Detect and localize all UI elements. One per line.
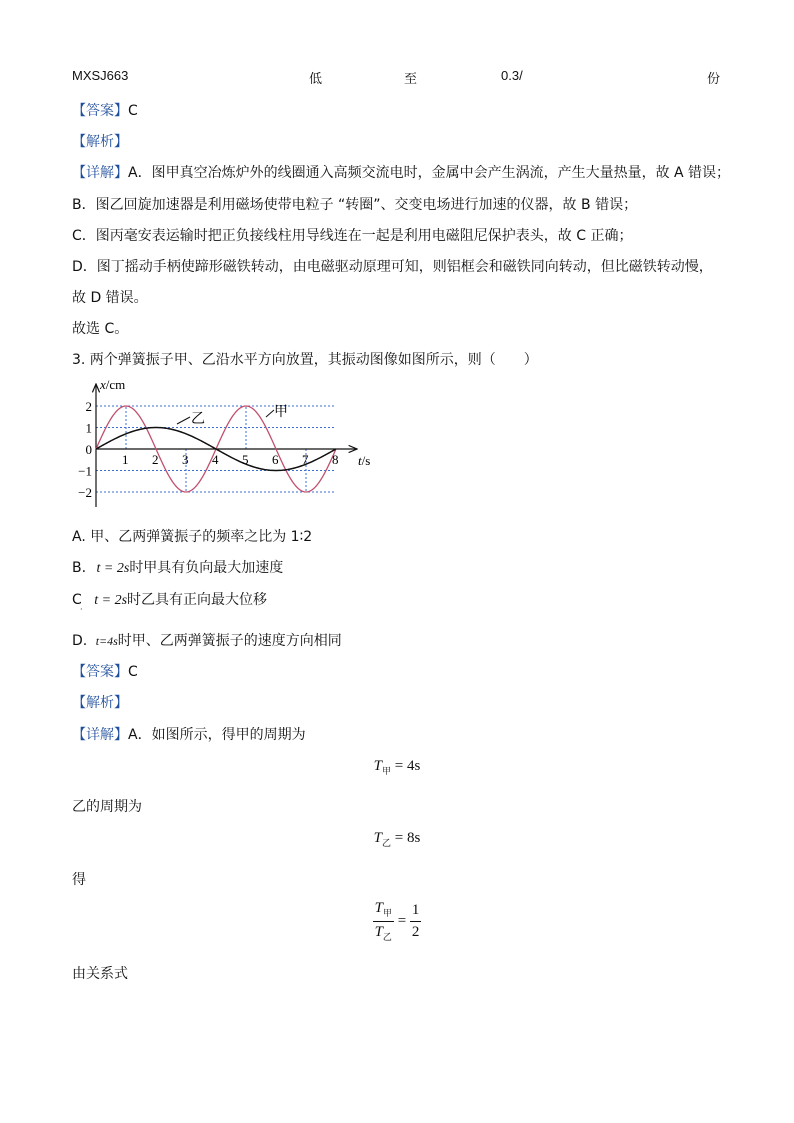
q3-option-a: A. 甲、乙两弹簧振子的频率之比为 1∶2: [72, 529, 313, 545]
option-c-stray-dot: ·: [80, 605, 83, 614]
q2-answer: [72, 100, 138, 120]
q2-conclusion: 故选 C。: [72, 321, 129, 337]
de-text: 得: [72, 872, 86, 888]
legend-yi: 乙: [191, 412, 205, 427]
x-axis-label: t/s: [358, 453, 371, 468]
x-tick-label: 5: [242, 452, 249, 467]
option-d-math: t=4s: [95, 634, 118, 648]
y-tick-label: 1: [85, 420, 92, 436]
fraction-lhs: $\frac{T_甲}{T_乙}$: [374, 900, 392, 943]
q3-option-c: [72, 589, 267, 609]
x-tick-label: 4: [212, 452, 219, 467]
option-c-math: t = 2s: [94, 593, 128, 608]
y-tick-label: 0: [85, 442, 92, 457]
header-code: MXSJ663: [72, 68, 129, 83]
x-tick-label: 7: [302, 452, 309, 467]
x-tick-label: 8: [332, 452, 339, 467]
q3-option-b: [72, 557, 283, 577]
q3-answer: [72, 661, 138, 681]
q3-analysis: [72, 692, 128, 712]
header-char-2: 至: [404, 71, 418, 86]
option-b-text: 时甲具有负向最大加速度: [129, 560, 284, 576]
header-price: 0.3/: [501, 68, 523, 83]
q2-analysis: [72, 131, 128, 151]
option-b-math: t = 2s: [96, 561, 130, 576]
option-c-label: C: [72, 592, 82, 608]
legend-leader-yi: [177, 417, 190, 424]
equation-period-yi: $T_乙 = 8s$: [373, 830, 421, 849]
equation-period-jia: $T_甲 = 4s$: [373, 758, 421, 777]
q2-line-d2: 故 D 错误。: [72, 290, 148, 306]
legend-jia: 甲: [274, 405, 288, 420]
q2-line-c: C．图丙毫安表运输时把正负接线柱用导线连在一起是利用电磁阻尼保护表头，故 C 正确；: [72, 228, 633, 244]
x-tick-label: 6: [272, 452, 279, 467]
analysis-tag: 【解析】: [72, 695, 128, 711]
q2-detail-a: [72, 162, 730, 182]
vibration-graph: [70, 374, 390, 514]
header-char-4: 份: [707, 71, 721, 86]
detail-text: A．如图所示，得甲的周期为: [128, 727, 306, 743]
x-tick-label: 1: [122, 452, 129, 467]
detail-tag: 【详解】: [72, 165, 128, 181]
equation-period-ratio: $\frac{T_甲}{T_乙}$ = $\frac{1}{2}$: [374, 900, 420, 943]
y-tick-label: 2: [85, 399, 92, 414]
x-tick-label: 3: [182, 452, 189, 467]
y-tick-label: −1: [78, 463, 92, 479]
q3-option-d: [72, 630, 342, 650]
q2-line-b: B．图乙回旋加速器是利用磁场使带电粒子 “转圈”、交变电场进行加速的仪器，故 B 错误；: [72, 197, 638, 213]
yi-period-text: 乙的周期为: [72, 799, 142, 815]
answer-value: C: [128, 103, 138, 119]
answer-tag: 【答案】: [72, 103, 128, 119]
detail-tag: 【详解】: [72, 727, 128, 743]
option-d-label: D.: [72, 633, 88, 649]
detail-line-a: A．图甲真空冶炼炉外的线圈通入高频交流电时，金属中会产生涡流，产生大量热量，故 A 错误；: [128, 165, 731, 181]
option-b-label: B.: [72, 560, 87, 576]
option-d-text: 时甲、乙两弹簧振子的速度方向相同: [117, 633, 342, 649]
analysis-tag: 【解析】: [72, 134, 128, 150]
answer-tag: 【答案】: [72, 664, 128, 680]
y-axis-label: x/cm: [100, 377, 126, 392]
q2-line-d: D．图丁摇动手柄使蹄形磁铁转动，由电磁驱动原理可知，则铝框会和磁铁同向转动，但比磁铁转动慢，: [72, 259, 713, 275]
answer-value: C: [128, 664, 138, 680]
q3-detail: [72, 724, 306, 744]
fraction-rhs: $\frac{1}{2}$: [411, 902, 420, 940]
x-tick-label: 2: [152, 452, 159, 467]
legend-leader-jia: [266, 410, 274, 417]
option-c-text: 时乙具有正向最大位移: [127, 592, 268, 608]
y-tick-label: −2: [78, 485, 92, 500]
header-char-1: 低: [309, 71, 323, 86]
q3-stem: 3. 两个弹簧振子甲、乙沿水平方向放置，其振动图像如图所示，则（ ）: [72, 352, 538, 368]
relation-text: 由关系式: [72, 966, 128, 982]
